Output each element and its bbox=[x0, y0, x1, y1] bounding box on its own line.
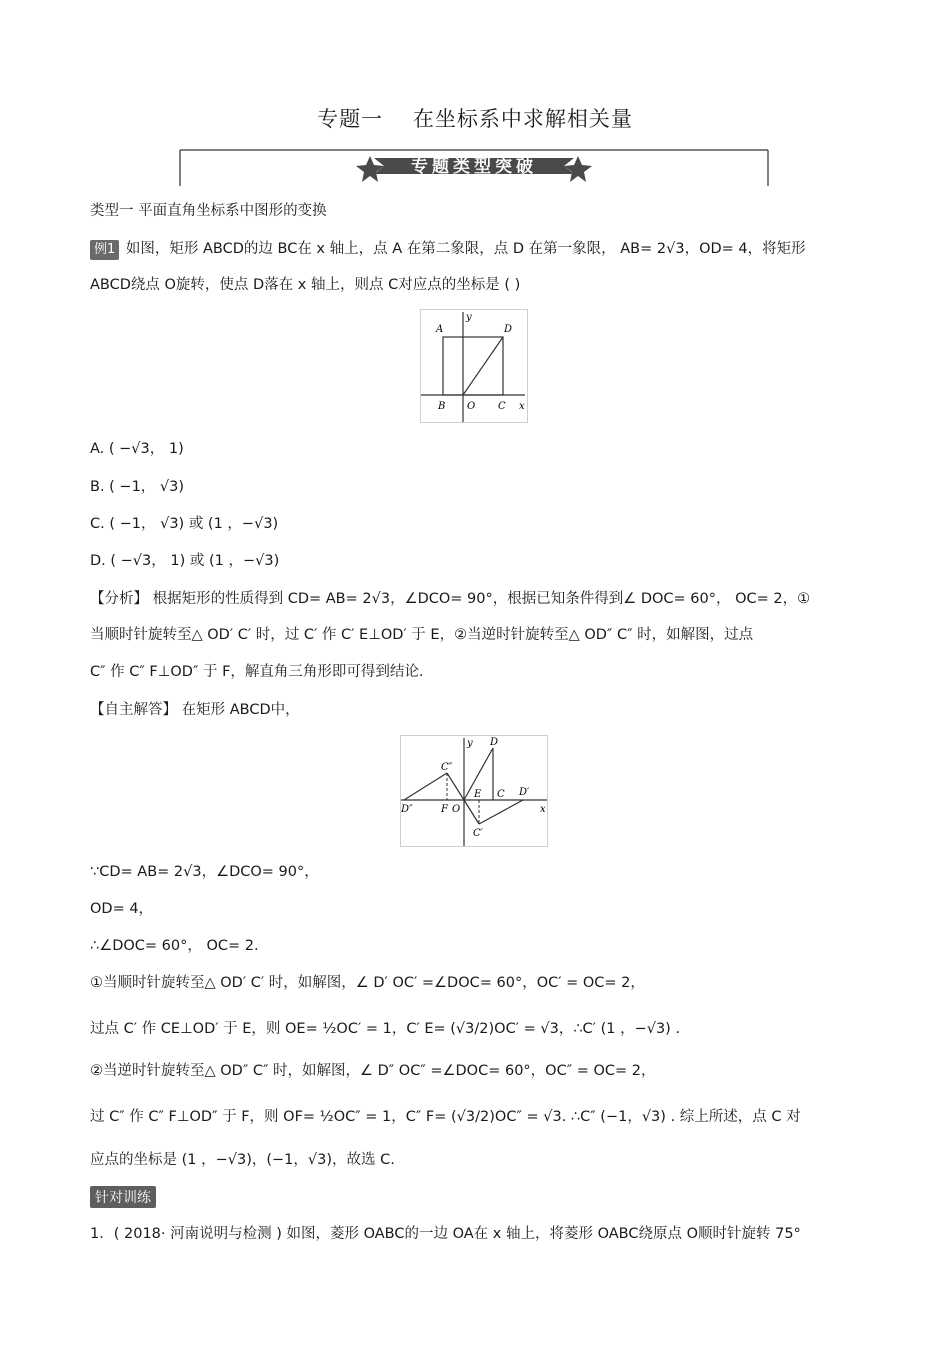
practice-badge-wrap bbox=[90, 1186, 156, 1208]
label-c-double-prime: C″ bbox=[441, 762, 453, 773]
analysis-line-2: 当顺时针旋转至△ OD′ C′ 时，过 C′ 作 C′ E⊥OD′ 于 E，②当逆时针旋转至△ OD″ C″ 时，如解图，过点 bbox=[90, 627, 754, 643]
practice-badge: 针对训练 bbox=[90, 1186, 156, 1208]
page-title: 专题一 在坐标系中求解相关量 bbox=[317, 107, 633, 131]
label-f: F bbox=[441, 804, 448, 815]
practice-question-1: 1．( 2018· 河南说明与检测 ) 如图，菱形 OABC的一边 OA在 x 轴上，将菱形 OABC绕原点 O顺时针旋转 75° bbox=[90, 1226, 801, 1242]
label-d: D bbox=[490, 737, 499, 748]
label-y: y bbox=[466, 312, 472, 323]
label-d: D bbox=[504, 324, 513, 335]
label-d-prime: D′ bbox=[519, 787, 530, 798]
label-c-prime: C′ bbox=[473, 828, 483, 839]
section-banner bbox=[178, 146, 770, 188]
label-a: A bbox=[436, 324, 444, 335]
label-y: y bbox=[467, 738, 473, 749]
label-d-double-prime: D″ bbox=[401, 804, 413, 815]
label-x: x bbox=[519, 401, 525, 412]
segment-od bbox=[463, 337, 503, 395]
example-line-1 bbox=[90, 239, 806, 260]
figure-1-rectangle bbox=[420, 309, 528, 423]
example-line-2: ABCD绕点 O旋转，使点 D落在 x 轴上，则点 C对应点的坐标是 ( ) bbox=[90, 277, 521, 293]
solution-line-6: ②当逆时针旋转至△ OD″ C″ 时，如解图，∠ D″ OC″ =∠DOC= 60°，OC″ = OC= 2， bbox=[90, 1063, 656, 1079]
example-badge: 例1 bbox=[90, 240, 119, 260]
solution-line-7: 过 C″ 作 C″ F⊥OD″ 于 F，则 OF= ½OC″ = 1，C″ F= (√3/2)OC″ = √3. ∴C″ (−1，√3) . 综上所述，点 C 对 bbox=[90, 1109, 801, 1125]
solution-line-4: ①当顺时针旋转至△ OD′ C′ 时，如解图，∠ D′ OC′ =∠DOC= 60°，OC′ = OC= 2， bbox=[90, 975, 645, 991]
label-x: x bbox=[540, 804, 546, 815]
label-o: O bbox=[467, 401, 476, 412]
solution-line-2: OD= 4， bbox=[90, 901, 154, 917]
rectangle-abcd bbox=[443, 337, 503, 395]
solution-line-5: 过点 C′ 作 CE⊥OD′ 于 E，则 OE= ½OC′ = 1，C′ E= (√3/2)OC′ = √3，∴C′ (1 ，−√3) . bbox=[90, 1021, 681, 1037]
example-text-1: 如图，矩形 ABCD的边 BC在 x 轴上，点 A 在第二象限，点 D 在第一象限， AB= 2√3，OD= 4，将矩形 bbox=[121, 241, 806, 257]
figure-2-rotation bbox=[400, 735, 548, 847]
solution-heading: 【自主解答】 在矩形 ABCD中， bbox=[90, 702, 300, 718]
option-a: A. ( −√3， 1) bbox=[90, 441, 184, 457]
label-o: O bbox=[452, 804, 461, 815]
solution-line-8: 应点的坐标是 (1 ，−√3)，(−1，√3)，故选 C. bbox=[90, 1152, 395, 1168]
option-d: D. ( −√3， 1) 或 (1 ，−√3) bbox=[90, 553, 280, 569]
solution-line-1: ∵CD= AB= 2√3，∠DCO= 90°， bbox=[90, 864, 319, 880]
banner-text: 专题类型突破 bbox=[411, 157, 537, 177]
solution-line-3: ∴∠DOC= 60°， OC= 2. bbox=[90, 938, 259, 954]
type-heading: 类型一 平面直角坐标系中图形的变换 bbox=[90, 203, 327, 219]
label-c: C bbox=[497, 789, 505, 800]
option-b: B. ( −1， √3) bbox=[90, 479, 185, 495]
label-e: E bbox=[474, 789, 482, 800]
option-c: C. ( −1， √3) 或 (1 ，−√3) bbox=[90, 516, 279, 532]
label-c: C bbox=[498, 401, 506, 412]
analysis-line-3: C″ 作 C″ F⊥OD″ 于 F，解直角三角形即可得到结论. bbox=[90, 664, 424, 680]
analysis-line-1: 【分析】 根据矩形的性质得到 CD= AB= 2√3，∠DCO= 90°，根据已知条件得到∠ DOC= 60°， OC= 2，① bbox=[90, 591, 811, 607]
label-b: B bbox=[438, 401, 446, 412]
